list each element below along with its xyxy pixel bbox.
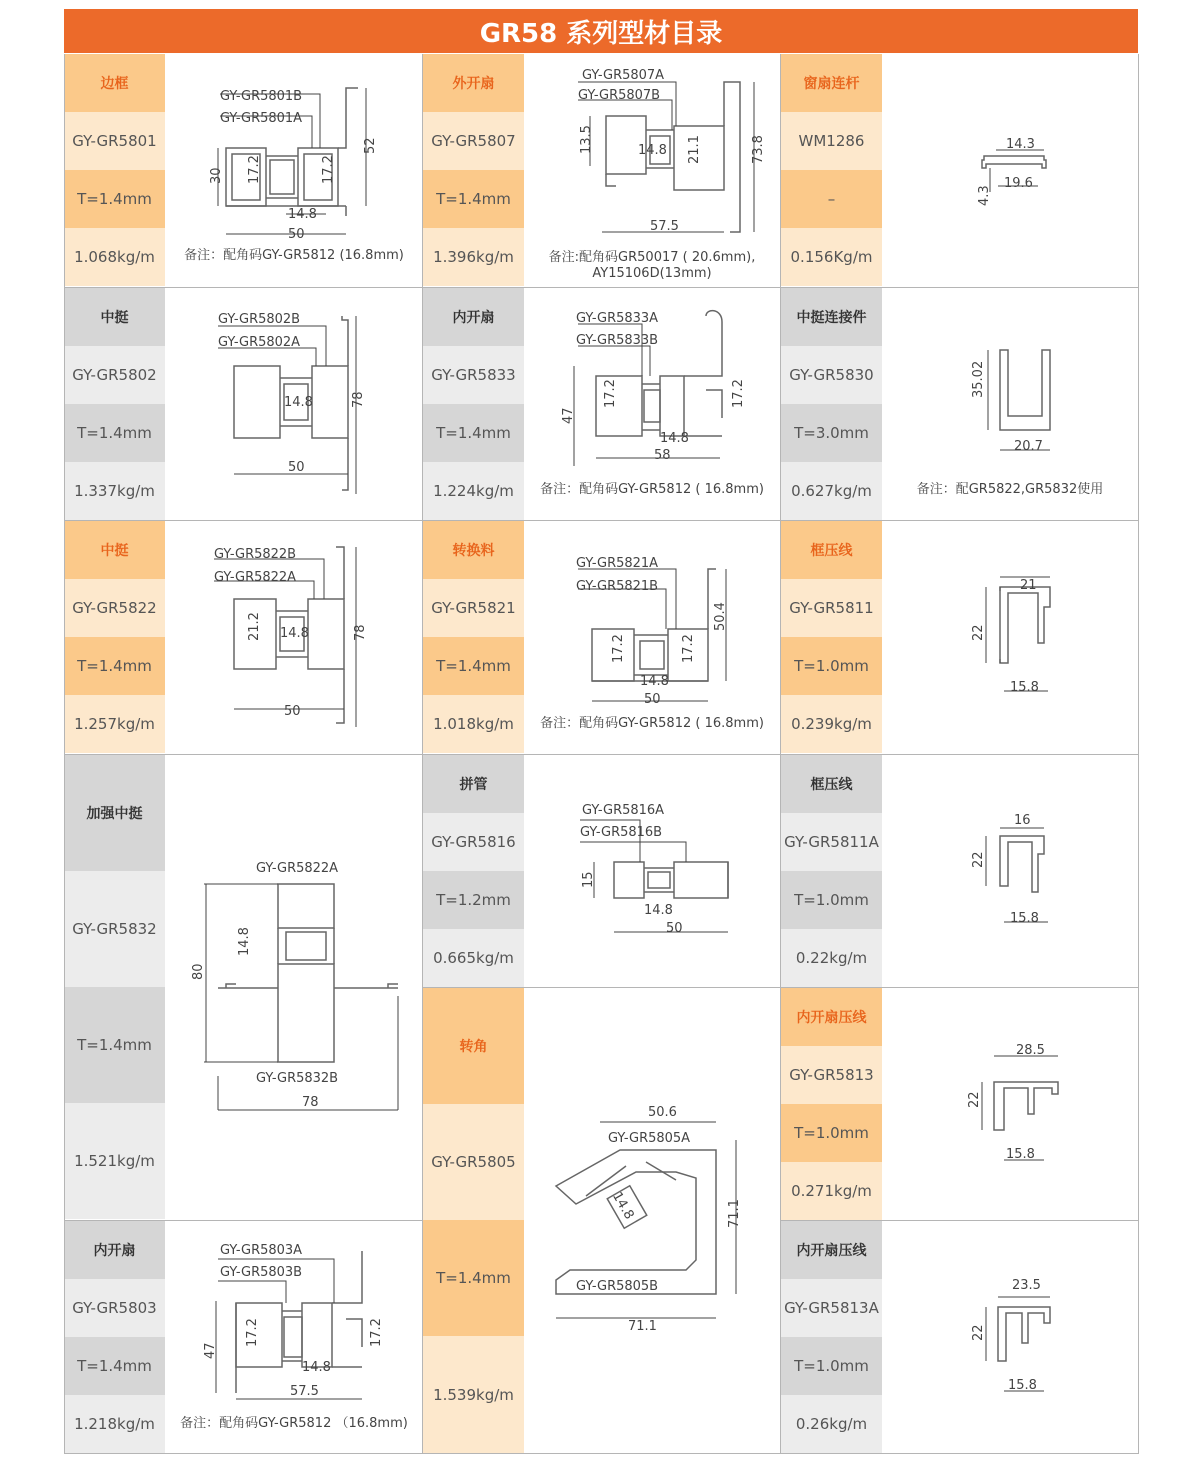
dimension-label: 15.8: [1010, 911, 1039, 926]
dimension-label: 17.2: [369, 1318, 384, 1347]
profile-label: GY-GR5832B: [256, 1071, 339, 1086]
category-label: 窗扇连杆: [803, 76, 860, 92]
dimension-label: 57.5: [650, 219, 679, 234]
dimension-label: 20.7: [1014, 439, 1043, 454]
category-label: 转角: [459, 1039, 488, 1055]
dimension-label: 71.1: [727, 1199, 742, 1228]
dimension-label: 17.2: [603, 379, 618, 408]
dimension-label: 14.8: [644, 903, 673, 918]
dimension-label: 13.5: [579, 125, 594, 154]
category-label: 中挺连接件: [796, 310, 867, 326]
thickness-cell: T=1.4mm: [423, 637, 524, 695]
category-label: 中挺: [100, 310, 129, 326]
dimension-label: 50: [284, 704, 301, 719]
code-cell: GY-GR5816: [423, 813, 524, 871]
dimension-label: 78: [302, 1095, 319, 1110]
weight-cell: 1.218kg/m: [64, 1395, 165, 1453]
grid-line: [422, 987, 1139, 988]
category-cell: [781, 988, 882, 1046]
profile-label: GY-GR5833A: [576, 311, 659, 326]
profile-label: GY-GR5816A: [582, 803, 665, 818]
dimension-label: 50.4: [713, 602, 728, 631]
dimension-label: 17.2: [247, 155, 262, 184]
profile-label: GY-GR5821B: [576, 579, 659, 594]
category-cell: [781, 54, 882, 112]
profile-label: GY-GR5816B: [580, 825, 663, 840]
code-cell: GY-GR5822: [64, 579, 165, 637]
category-label: 内开扇压线: [796, 1010, 867, 1026]
profile-drawing-gr5813: [884, 990, 1136, 1218]
dimension-label: 15.8: [1008, 1378, 1037, 1393]
dimension-label: 21.1: [687, 135, 702, 164]
dimension-label: 50: [288, 460, 305, 475]
thickness-cell: T=1.4mm: [64, 987, 165, 1103]
code-cell: GY-GR5821: [423, 579, 524, 637]
profile-label: GY-GR5801A: [220, 111, 303, 126]
page-title: GR58 系列型材目录: [64, 9, 1138, 53]
thickness-cell: T=1.4mm: [423, 404, 524, 462]
dimension-label: 16: [1014, 813, 1031, 828]
weight-cell: 0.26kg/m: [781, 1395, 882, 1453]
dimension-label: 35.02: [971, 360, 986, 398]
category-cell: [423, 288, 524, 346]
category-cell: [64, 288, 165, 346]
profile-drawing-gr5811a: [884, 756, 1136, 984]
profile-label: GY-GR5805A: [608, 1131, 691, 1146]
profile-drawing-wm1286: [884, 56, 1136, 286]
code-cell: GY-GR5833: [423, 346, 524, 404]
weight-cell: 0.627kg/m: [781, 462, 882, 520]
category-cell: [781, 288, 882, 346]
profile-drawing-gr5833: [526, 290, 780, 482]
dimension-label: 14.8: [638, 143, 667, 158]
dimension-label: 50: [666, 921, 683, 936]
category-cell: [781, 755, 882, 813]
dimension-label: 22: [971, 851, 986, 868]
weight-cell: 0.156Kg/m: [781, 228, 882, 286]
thickness-cell: T=1.4mm: [64, 170, 165, 228]
dimension-label: 78: [353, 624, 368, 641]
profile-label: GY-GR5802A: [218, 335, 301, 350]
profile-label: GY-GR5805B: [576, 1279, 659, 1294]
weight-cell: 1.521kg/m: [64, 1103, 165, 1219]
thickness-cell: T=1.0mm: [781, 1104, 882, 1162]
dimension-label: 19.6: [1004, 176, 1033, 191]
note-line: 备注:配角码GR50017 ( 20.6mm),: [548, 250, 756, 265]
note-text: 备注：配角码GY-GR5812 (16.8mm): [184, 248, 404, 263]
dimension-label: 14.8: [280, 626, 309, 641]
dimension-label: 15: [581, 871, 596, 888]
category-label: 拼管: [459, 777, 488, 793]
dimension-label: 22: [971, 1324, 986, 1341]
grid-line: [64, 520, 1139, 521]
category-cell: [781, 1221, 882, 1279]
note-text: 备注：配角码GY-GR5812 ( 16.8mm): [540, 482, 764, 497]
dimension-label: 17.2: [321, 155, 336, 184]
weight-cell: 0.22kg/m: [781, 929, 882, 987]
profile-drawing-gr5813a: [884, 1223, 1136, 1451]
dimension-label: 50: [644, 692, 661, 707]
profile-label: GY-GR5822A: [256, 861, 339, 876]
category-cell: [64, 755, 165, 871]
category-cell: [423, 54, 524, 112]
category-cell: [64, 54, 165, 112]
dimension-label: 73.8: [751, 135, 766, 164]
dimension-label: 14.8: [609, 1189, 637, 1223]
profile-label: GY-GR5833B: [576, 333, 659, 348]
weight-cell: 1.539kg/m: [423, 1336, 524, 1453]
dimension-label: 47: [561, 407, 576, 424]
category-cell: [64, 521, 165, 579]
weight-cell: 1.018kg/m: [423, 695, 524, 753]
profile-drawing-gr5803: [166, 1223, 422, 1413]
profile-label: GY-GR5822A: [214, 570, 297, 585]
thickness-cell: T=1.4mm: [423, 170, 524, 228]
code-cell: GY-GR5807: [423, 112, 524, 170]
note-text: 备注：配角码GY-GR5812 （16.8mm): [180, 1416, 408, 1431]
dimension-label: 21.2: [247, 612, 262, 641]
weight-cell: 0.271kg/m: [781, 1162, 882, 1220]
dimension-label: 15.8: [1010, 680, 1039, 695]
profile-drawing-gr5830: [884, 290, 1136, 480]
note-text: 备注：配GR5822,GR5832使用: [916, 482, 1104, 497]
profile-drawing-gr5821: [526, 523, 780, 715]
profile-label: GY-GR5822B: [214, 547, 297, 562]
grid-line: [780, 1220, 1139, 1221]
weight-cell: 0.665kg/m: [423, 929, 524, 987]
grid-line: [64, 287, 1139, 288]
weight-cell: 0.239kg/m: [781, 695, 882, 753]
profile-label: GY-GR5803A: [220, 1243, 303, 1258]
dimension-label: 47: [203, 1342, 218, 1359]
dimension-label: 58: [654, 448, 671, 463]
grid-line: [64, 754, 1139, 755]
dimension-label: 17.2: [611, 634, 626, 663]
code-cell: GY-GR5811: [781, 579, 882, 637]
category-label: 边框: [100, 76, 129, 92]
dimension-label: 14.8: [302, 1360, 331, 1375]
profile-label: GY-GR5803B: [220, 1265, 303, 1280]
dimension-label: 14.8: [288, 207, 317, 222]
weight-cell: 1.257kg/m: [64, 695, 165, 753]
dimension-label: 50.6: [648, 1105, 677, 1120]
grid-line: [64, 1220, 423, 1221]
note-text: 备注：配角码GY-GR5812 ( 16.8mm): [540, 716, 764, 731]
category-cell: [423, 521, 524, 579]
weight-cell: 1.337kg/m: [64, 462, 165, 520]
profile-label: GY-GR5807A: [582, 68, 665, 83]
code-cell: GY-GR5805: [423, 1104, 524, 1220]
weight-cell: 1.068kg/m: [64, 228, 165, 286]
thickness-cell: T=1.4mm: [64, 404, 165, 462]
dimension-label: 22: [971, 624, 986, 641]
weight-cell: 1.224kg/m: [423, 462, 524, 520]
category-label: 内开扇压线: [796, 1243, 867, 1259]
thickness-cell: T=1.0mm: [781, 871, 882, 929]
dimension-label: 14.8: [237, 927, 252, 956]
profile-label: GY-GR5821A: [576, 556, 659, 571]
dimension-label: 30: [209, 167, 224, 184]
thickness-cell: T=3.0mm: [781, 404, 882, 462]
dimension-label: 22: [967, 1091, 982, 1108]
profile-drawing-gr5816: [526, 790, 780, 950]
code-cell: GY-GR5832: [64, 871, 165, 987]
code-cell: GY-GR5801: [64, 112, 165, 170]
dimension-label: 14.3: [1006, 137, 1035, 152]
profile-drawing-gr5822: [166, 523, 422, 751]
thickness-cell: T=1.0mm: [781, 1337, 882, 1395]
code-cell: WM1286: [781, 112, 882, 170]
category-label: 中挺: [100, 543, 129, 559]
category-label: 外开扇: [452, 76, 495, 92]
dimension-label: 28.5: [1016, 1043, 1045, 1058]
dimension-label: 78: [351, 391, 366, 408]
thickness-cell: T=1.4mm: [64, 637, 165, 695]
profile-drawing-gr5802: [166, 290, 422, 518]
thickness-cell: T=1.4mm: [64, 1337, 165, 1395]
dimension-label: 50: [288, 227, 305, 242]
dimension-label: 14.8: [660, 431, 689, 446]
category-cell: [64, 1221, 165, 1279]
code-cell: GY-GR5802: [64, 346, 165, 404]
dimension-label: 4.3: [977, 185, 992, 206]
dimension-label: 17.2: [731, 379, 746, 408]
dimension-label: 15.8: [1006, 1147, 1035, 1162]
profile-drawing-gr5811: [884, 523, 1136, 751]
code-cell: GY-GR5813A: [781, 1279, 882, 1337]
dimension-label: 14.8: [640, 674, 669, 689]
category-cell: [423, 755, 524, 813]
code-cell: GY-GR5803: [64, 1279, 165, 1337]
code-cell: GY-GR5811A: [781, 813, 882, 871]
profile-drawing-gr5832: [166, 856, 422, 1118]
profile-drawing-gr5807: [526, 56, 780, 246]
category-label: 内开扇: [452, 310, 495, 326]
dimension-label: 80: [191, 963, 206, 980]
category-label: 内开扇: [93, 1243, 136, 1259]
profile-drawing-gr5805: [526, 1100, 780, 1336]
category-label: 转换料: [452, 543, 495, 559]
profile-label: GY-GR5801B: [220, 89, 303, 104]
thickness-cell: –: [781, 170, 882, 228]
dimension-label: 17.2: [245, 1318, 260, 1347]
profile-label: GY-GR5807B: [578, 88, 661, 103]
thickness-cell: T=1.2mm: [423, 871, 524, 929]
category-label: 框压线: [810, 777, 853, 793]
category-cell: [781, 521, 882, 579]
category-cell: [423, 988, 524, 1104]
dimension-label: 17.2: [681, 634, 696, 663]
dimension-label: 57.5: [290, 1384, 319, 1399]
thickness-cell: T=1.0mm: [781, 637, 882, 695]
dimension-label: 52: [363, 137, 378, 154]
dimension-label: 23.5: [1012, 1278, 1041, 1293]
dimension-label: 71.1: [628, 1319, 657, 1334]
weight-cell: 1.396kg/m: [423, 228, 524, 286]
dimension-label: 21: [1020, 578, 1037, 593]
grid-line: [64, 1453, 1139, 1454]
code-cell: GY-GR5813: [781, 1046, 882, 1104]
category-label: 框压线: [810, 543, 853, 559]
note-text: [526, 250, 778, 282]
dimension-label: 14.8: [284, 395, 313, 410]
profile-label: GY-GR5802B: [218, 312, 301, 327]
code-cell: GY-GR5830: [781, 346, 882, 404]
note-line: AY15106D(13mm): [592, 266, 712, 281]
category-label: 加强中挺: [86, 806, 143, 822]
thickness-cell: T=1.4mm: [423, 1220, 524, 1336]
